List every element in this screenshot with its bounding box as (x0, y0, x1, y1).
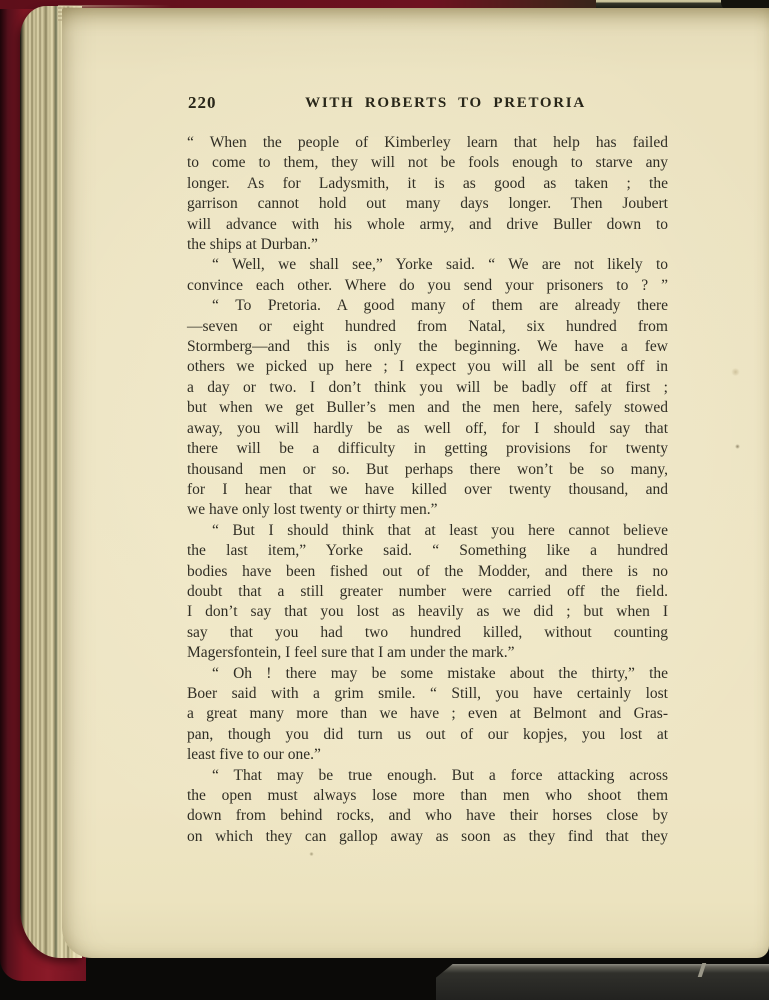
page-content (187, 93, 668, 847)
text-line: we have only lost twenty or thirty men.” (187, 501, 438, 519)
text-line: say that you had two hundred killed, without counting (187, 623, 668, 641)
paragraph (187, 133, 668, 255)
text-line: doubt that a still greater number were carried off the field. (187, 582, 668, 600)
text-line: to come to them, they will not be fools enough to starve any (187, 154, 668, 172)
text-line: the last item,” Yorke said. “ Something like a hundred (187, 542, 668, 560)
scanner-cradle (436, 964, 769, 1000)
text-line: Boer said with a grim smile. “ Still, you have certainly lost (187, 684, 668, 702)
paragraph (187, 766, 668, 848)
text-line: “ But I should think that at least you here cannot believe (212, 521, 668, 539)
page-text (187, 133, 668, 847)
text-line: convince each other. Where do you send your prisoners to ? ” (187, 276, 668, 294)
paragraph (187, 296, 668, 520)
text-line: “ Oh ! there may be some mistake about the thirty,” the (212, 664, 668, 682)
text-line: “ To Pretoria. A good many of them are already there (212, 297, 668, 315)
page-header (187, 93, 668, 114)
text-line: “ When the people of Kimberley learn that help has failed (187, 134, 668, 151)
text-line: garrison cannot hold out many days longer. Then Joubert (187, 195, 668, 213)
text-line: down from behind rocks, and who have their horses close by (187, 807, 668, 825)
text-line: on which they can gallop away as soon as they find that they (187, 827, 668, 845)
text-line: a great many more than we have ; even at Belmont and Gras- (187, 705, 668, 723)
text-line: Stormberg—and this is only the beginning. We have a few (187, 338, 668, 356)
text-line: there will be a difficulty in getting provisions for twenty (187, 440, 668, 458)
text-line: for I hear that we have killed over twenty thousand, and (187, 480, 668, 498)
text-line: will advance with his whole army, and drive Buller down to (187, 215, 668, 233)
text-line: pan, though you did turn us out of our kopjes, you lost at (187, 725, 668, 743)
text-line: longer. As for Ladysmith, it is as good as taken ; the (187, 174, 668, 192)
text-line: Magersfontein, I feel sure that I am under the mark.” (187, 644, 515, 662)
text-line: a day or two. I don’t think you will be badly off at first ; (187, 378, 668, 396)
paragraph (187, 521, 668, 664)
text-line: the open must always lose more than men who shoot them (187, 787, 668, 804)
page-number: 220 (188, 93, 217, 112)
text-line: thousand men or so. But perhaps there won’t be so many, (187, 460, 668, 478)
paragraph (187, 255, 668, 296)
text-line: bodies have been fished out of the Modder, and there is no (187, 562, 668, 580)
text-line: —seven or eight hundred from Natal, six hundred from (187, 317, 668, 335)
text-line: “ Well, we shall see,” Yorke said. “ We are not likely to (212, 256, 668, 274)
text-line: “ That may be true enough. But a force attacking across (212, 766, 668, 784)
book-page (62, 8, 769, 958)
text-line: the ships at Durban.” (187, 236, 318, 254)
text-line: least five to our one.” (187, 746, 321, 764)
text-line: I don’t say that you lost as heavily as we did ; but when I (187, 603, 668, 621)
text-line: others we picked up here ; I expect you will all be sent off in (187, 358, 668, 376)
text-line: but when we get Buller’s men and the men here, safely stowed (187, 399, 668, 417)
running-title: WITH ROBERTS TO PRETORIA (305, 95, 586, 111)
paragraph (187, 664, 668, 766)
text-line: away, you will hardly be as well off, for I should say that (187, 419, 668, 437)
